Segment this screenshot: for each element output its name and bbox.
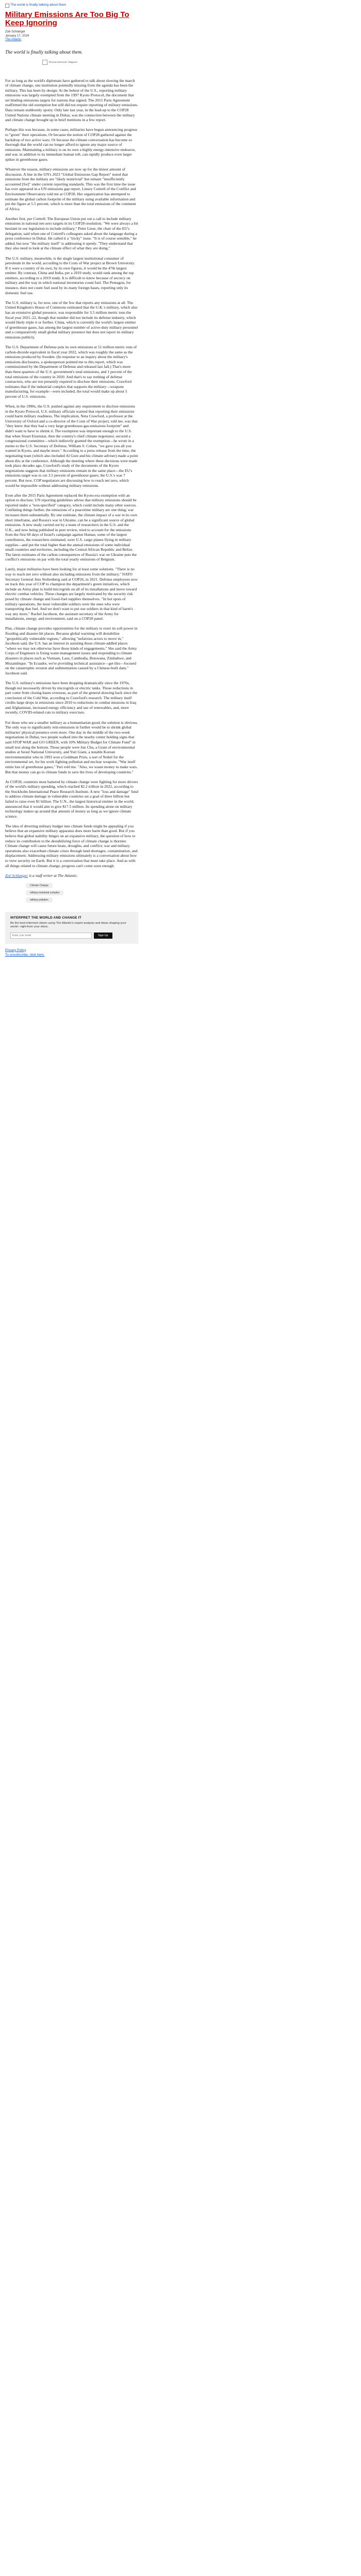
article-paragraph: The U.S. military is, for now, one of the few that reports any emissions at all. The United Kingdom's House of Commons estimated that the U.K.'s military, which also has an extensive global presence, was responsible for 3.5 million metric tons the fiscal year 2021–22, though that number did not include its defense industry, which would likely triple it or further. China, which is currently the world's largest emitter of greenhouse gases, has among the largest number of active-duty military personnel and a comparatively small global military presence but does not report its military emissions publicly. [5,300,138,340]
article-paragraph: Even after the 2015 Paris Agreement replaced the Kyoto-era exemption with an option to disclose, UN reporting guidelines advise that military emissions should be reported under a "non-specified" category, which could include many other sources. Conflating things further, the emissions of a peacetime military are one thing; war increases them substantially. By one estimate, the climate impact of a war in its own short timeframe, and Russia's war in Ukraine, can be a significant source of global emissions. A new study carried out by a team of researchers in the U.S. and the U.K., and now being published in peer review, tried to account for the emissions from the first 60 days of Israel's campaign against Hamas; some of the largest contributors, the researchers estimated, were U.S. cargo planes flying in military supplies—and put the total higher than the annual emissions of some individual small countries and territories, including the Central African Republic and Belize. The latest estimates of the carbon consequences of Russia's war on Ukraine puts the conflict's emissions on par with the total yearly emissions of Belgium. [5,493,137,562]
hero-credit: Thomas Dworzak / Magnum [48,60,78,63]
article-paragraph: Another first, per Cottrell: The European Union put out a call to include military emissions in national net-zero targets in its COP28 resolution. "We were always a bit hesitant in our legislation to include military," Peter Liese, the chair of the EU's delegation, said when one of Cottrell's colleagues asked about the language during a press conference in Dubai. He called it a "tricky" issue. "It is of course sensible," he added, but now "the military itself" is addressing it openly. "They understand that they also need to look at the climate effect of what they are doing." [5,216,138,251]
email-field[interactable] [10,933,92,939]
article-paragraph: For those who see a smaller military as a humanitarian good, the solution is obvious. The only way to significantly rein emissions in further would be to shrink global militaries' physical presence even more. One day in the middle of the two-week negotiations in Dubai, two people walked into the nearby center holding signs that said STOP WAR and GO GREEN, with 10% Military Budget for Climate Fund" in small text along the bottom. Those people were Jun Chu, a Grant of environmental studies at Seoul National University, and Yuri Giani, a notable Korean environmentalist who in 1993 won a Goldman Prize, a sort of Nobel for the environmental set, for his work fighting pollution and nuclear weapons. "War itself emits lots of greenhouse gases," Yuri told me. "Also, we waste money to make wars. But that money can go to climate funds to save the lives of developing countries." [5,720,138,774]
article-paragraph: Plus, climate change provides opportunities for the military to exert its soft power in flooding and disaster-hit places. Because global warming will destabilize "geopolitically vulnerable regions," allowing "nefarious actors to move in," Jacobson said, the U.S. has an interest in assisting those climate-addled places "where we may not otherwise have those kinds of engagements." She said the Army Corps of Engineers is fixing water-management issues and responding to climate disasters in places such as Vietnam, Laos, Cambodia, Botswana, Zimbabwe, and Mozambique. "In Ecuador, we're providing technical assistance—get this—focused on the catastrophic erosion and sedimentation caused by a Chinese-built dam," Jacobson said. [5,626,138,675]
author-note-text: is a staff writer at The Atlantic. [28,873,78,878]
article-paragraph: For as long as the world's diplomats have gathered to talk about slowing the march of climate change, one institution pointedly missing from the agenda has been the military. This has been by design: At the behest of the U.S., reporting military emissions was largely exempted from the 1997 Kyoto Protocol, the document that set binding emissions targets for nations that signed. The 2015 Paris Agreement reaffirmed the old exemption but still did not require reporting of military emissions. Data remain stubbornly spotty. Only late last year, in the lead-up to the COP28 United Nations climate meeting in Dubai, was the connection between the military and climate change brought up in brief mentions in a few report. [5,78,138,123]
sign-up-button[interactable]: Sign Up [94,933,112,939]
image-placeholder-icon [5,4,9,8]
author-note [5,873,138,878]
byline-author: Zoë Schlanger [5,30,26,33]
article-paragraph: Lately, major militaries have been looking for at least some solutions. "There is no way to reach net zero without also including emissions from the military," NATO Secretary General Jens Stoltenberg said at COP26, in 2021. Defense employees now on track this year of COP to champion the department's green initiatives, which include an Army plan to build microgrids on all of its installations and move toward electric combat vehicles. These changes are largely motivated by the security risk posed by climate change and fossil-fuel supplies themselves. "In hot spots of military operations, the most vulnerable soldiers were the ones who were transporting that fuel. And we don't want to put our soldiers in that kind of harm's way any more," Rachel Jacobson, the assistant secretary of the Army for installations, energy, and environment, said on a COP28 panel. [5,567,138,621]
byline-publication-link[interactable]: The Atlantic [5,38,22,41]
author-link[interactable]: Zoë Schlanger [5,873,28,878]
newsletter-form [10,933,133,939]
topic-tag[interactable]: military industrial complex [26,890,63,895]
topic-tag[interactable]: Climate Change [26,883,53,888]
article-dek: The world is finally talking about them. [5,49,83,55]
article-paragraph: The idea of diverting military budget into climate funds might be appealing if you believe that an expansive military apparatus does more harm than good. But if you believe that global stability hinges on an expansive military, the question of how to reduce its contribution to the destabilizing force of climate change is thornier. Climate change will cause future heats, droughts, and conflict; war and military operations also exacerbate climate crises through land shortages, contamination, and displacement. Addressing military emissions ultimately is a conversation about how to view security on Earth. But it is a conversation that must take place. And as with all things related to climate change, progress can't come soon enough. [5,823,138,868]
article-headline[interactable]: Military Emissions Are Too Big To Keep Ignoring [5,10,129,27]
byline-date: January 17, 2024 [5,34,29,38]
newsletter-box [5,912,138,943]
privacy-policy-link[interactable]: Privacy Policy [5,948,26,952]
newsletter-title: INTERPRET THE WORLD AND CHANGE IT [10,916,81,920]
unsubscribe-link[interactable]: To unsubscribe, click here. [5,953,45,957]
tag-list [26,883,138,903]
article-paragraph: When, in the 1990s, the U.S. pushed against any requirement to disclose emissions in the Kyoto Protocol, U.S. military officials warned that reporting their emissions could harm military readiness. The implication, Neta Crawford, a professor at the University of Oxford and a co-director of the Costs of War project, told me, was that "they knew that they had a very large greenhouse-gas-emissions footprint" and didn't want to have to shrink it. The exemption was important enough to the U.S. that when Stuart Eizenstat, then the country's chief climate negotiator, secured a congressional committee—which indirectly granted the exemption—he wrote in a memo to the U.S. Secretary of Defense, William S. Cohen, "we gave you all you wanted in Kyoto, and maybe more." According to a press release from the time, the negotiating team (which also included Al Gore and his climate adviser) made a point about this at the conference. Although the meeting where these decisions were made took place decades ago, Crawford's study of the documents of the Kyoto negotiations suggests that military emissions remain in the same place—the EU's emissions target was to cut 3.5 percent of greenhouse gases; the U.S.'s was 7 percent. But now, COP negotiators are discussing how to reach net zero, which would be impossible without addressing military emissions. [5,404,138,488]
byline [5,30,138,42]
broken-image-icon [42,60,47,65]
article-body [5,78,138,869]
article-paragraph: The U.S. military, meanwhile, is the single largest institutional consumer of petroleum in the world, according to the Costs of War project at Brown University. If it were a country of its own, by its own figures, it would be the 47th largest emitter. By contrast, China and India, per a 2019 study, would rank among the top emitters, according to a 2019 study. It is difficult to know because of secrecy on military and the way in which national inventories count fuel. The Pentagon, for instance, does not count fuel used by its many foreign bases, reporting only its domestic fuel use. [5,256,135,295]
article-paragraph: The U.S. military's emissions have been dropping dramatically since the 1970s, though not necessarily driven by microgrids or electric tanks. Those reductions in part come from closing bases overseas, as part of the general drawing back since the conclusion of the Cold War, according to Crawford's research. The military itself credits large drops in emissions since 2010 to reductions in combat missions in Iraq and Afghanistan, increased energy efficiency and use of renewables, and, more recently, COVID-related cuts to military exercises. [5,680,138,715]
newsletter-body: Be the best informed citizen using The Atlantic's expert analysis and ideas shaping your world—right from your inbox. [10,922,126,929]
header-link-text[interactable]: The world is finally talking about them [10,3,67,7]
article-paragraph: Perhaps this was because, in some cases, militaries have begun announcing progress to "green" their operations. Or because the notion of COP28 gathered against the backdrop of two active wars. Or because the climate conversation has become so thorough that the world can no longer afford to ignore any major source of emissions. Maintaining a military is on its own a highly energy-intensive endeavor, and war, in addition to its immediate human toll, can rapidly produce even larger spikes in greenhouse gases. [5,127,138,162]
hero-image [5,60,138,66]
article-paragraph: The U.S. Department of Defense puts its own emissions at 51 million metric tons of carbon-dioxide equivalent in fiscal year 2022, which was roughly the same as the emissions produced by Sweden. (In response to an inquiry about the military's emissions disclosures, a spokesperson pointed me to this report, which was commissioned by the Department of Defense and released last fall.) That's more than three-quarters of the U.S. government's total emissions, and 1 percent of the total emissions of the country in 2020. And that's to say nothing of defense contractors, who are not presently required to disclose their emissions. Crawford estimates that if the industrial complex that supports the military—weapons manufacturing, for example—were included, the total would make up about 5 percent of U.S. emissions. [5,345,137,399]
article-paragraph: At COP28, countries most battered by climate change were fighting for more drivers of the world's military spending, which reached $2.2 trillion in 2022, according to the Stockholm International Peace Research Institute. A new "loss and damage" fund to address climate damage in vulnerable countries set a goal of three billion but failed to raise even $1 billion. The U.N., the largest historical emitter in the world, announced that it would aim to give $17.5 million. Its spending alone on military technology makes up around that amount of money as long as we ignore climate science. [5,779,138,819]
email-page [5,0,138,957]
footer [5,948,138,957]
topic-tag[interactable]: military pollution [26,897,53,903]
article-paragraph: Whatever the reason, military emissions are now up for the tiniest amount of discussion. A line in the UN's 2023 "Global Emissions Gap Report" noted that emissions from the military are "likely nontrivial" but remain "insufficiently accounted [for]" under current reporting standards. This was the first time the issue has ever appeared in a UN emissions gap report, Linsey Cottrell of the Conflict and Environment Observatory told me at COP28. Her organization has attempted to estimate the global carbon footprint of the military using available information and put the figure at 5.5 percent, which is more than the total emissions of the continent of Africa. [5,167,136,211]
header-link[interactable] [5,3,138,8]
